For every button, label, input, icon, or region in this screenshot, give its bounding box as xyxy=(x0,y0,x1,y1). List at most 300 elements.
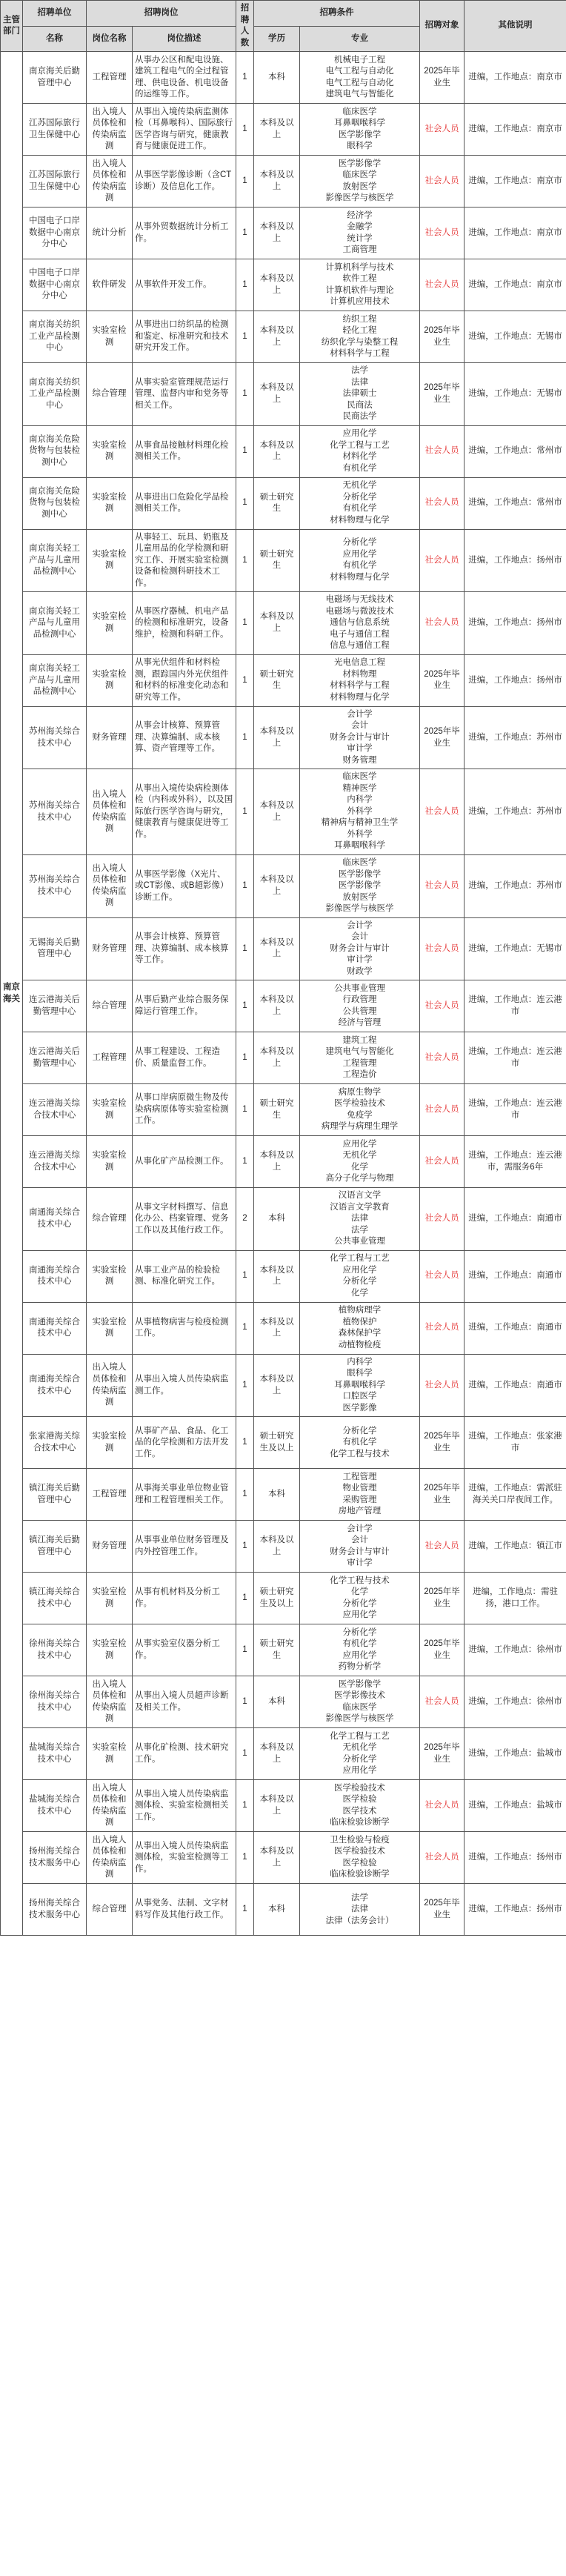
post-desc-cell: 从事进出口危险化学品检测相关工作。 xyxy=(133,477,236,529)
table-row xyxy=(1,1676,566,1728)
post-name-cell: 出入境人员体检和传染病监测 xyxy=(87,1780,133,1832)
post-desc-cell: 从事出入境人员传染病监测体检，实验室检测等工作。 xyxy=(133,1832,236,1884)
unit-name-cell: 无锡海关后勤管理中心 xyxy=(23,917,87,980)
note-cell: 进编，工作地点：苏州市 xyxy=(465,769,566,855)
unit-name-cell: 江苏国际旅行卫生保健中心 xyxy=(23,104,87,156)
target-cell: 2025年毕业生 xyxy=(420,1573,465,1624)
header-count: 招聘人数 xyxy=(236,1,254,52)
target-cell: 2025年毕业生 xyxy=(420,706,465,769)
table-row xyxy=(1,654,566,706)
note-cell: 进编，工作地点：扬州市 xyxy=(465,1832,566,1884)
target-cell: 社会人员 xyxy=(420,917,465,980)
major-cell: 计算机科学与技术 软件工程 计算机软件与理论 计算机应用技术 xyxy=(300,259,420,311)
post-desc-cell: 从事实验室仪器分析工作。 xyxy=(133,1624,236,1676)
unit-name-cell: 苏州海关综合技术中心 xyxy=(23,706,87,769)
education-cell: 硕士研究生 xyxy=(254,654,300,706)
table-row xyxy=(1,1469,566,1521)
post-name-cell: 统计分析 xyxy=(87,208,133,259)
post-desc-cell: 从事出入境人员传染病监测工作。 xyxy=(133,1354,236,1417)
post-desc-cell: 从事光伏组件和材料检测，跟踪国内外光伏组件和材料的标准变化动态和研究等工作。 xyxy=(133,654,236,706)
note-cell: 进编，工作地点：无锡市 xyxy=(465,917,566,980)
unit-name-cell: 徐州海关综合技术中心 xyxy=(23,1624,87,1676)
post-name-cell: 实验室检测 xyxy=(87,654,133,706)
target-cell: 社会人员 xyxy=(420,1521,465,1573)
post-name-cell: 财务管理 xyxy=(87,706,133,769)
unit-name-cell: 连云港海关后勤管理中心 xyxy=(23,1032,87,1084)
note-cell: 进编，工作地点：连云港市 xyxy=(465,980,566,1032)
table-row xyxy=(1,592,566,655)
count-cell: 1 xyxy=(236,311,254,363)
table-row xyxy=(1,706,566,769)
major-cell: 植物病理学 植物保护 森林保护学 动植物检疫 xyxy=(300,1302,420,1354)
note-cell: 进编，工作地点：苏州市 xyxy=(465,854,566,917)
major-cell: 应用化学 无机化学 化学 高分子化学与物理 xyxy=(300,1136,420,1188)
table-row xyxy=(1,425,566,477)
count-cell: 1 xyxy=(236,1354,254,1417)
unit-name-cell: 南通海关综合技术中心 xyxy=(23,1188,87,1251)
unit-name-cell: 南通海关综合技术中心 xyxy=(23,1302,87,1354)
unit-name-cell: 南京海关轻工产品与儿童用品检测中心 xyxy=(23,592,87,655)
count-cell: 1 xyxy=(236,706,254,769)
note-cell: 进编，工作地点：连云港市 xyxy=(465,1032,566,1084)
header-target: 招聘对象 xyxy=(420,1,465,52)
note-cell: 进编，工作地点：盐城市 xyxy=(465,1728,566,1780)
count-cell: 1 xyxy=(236,1417,254,1469)
table-row xyxy=(1,477,566,529)
target-cell: 社会人员 xyxy=(420,1354,465,1417)
education-cell: 本科及以上 xyxy=(254,769,300,855)
note-cell: 进编，工作地点：常州市 xyxy=(465,477,566,529)
education-cell: 本科及以上 xyxy=(254,1136,300,1188)
major-cell: 应用化学 化学工程与工艺 材料化学 有机化学 xyxy=(300,425,420,477)
unit-name-cell: 南京海关危险货物与包装检测中心 xyxy=(23,477,87,529)
note-cell: 进编，工作地点：张家港市 xyxy=(465,1417,566,1469)
table-row xyxy=(1,208,566,259)
count-cell: 1 xyxy=(236,1624,254,1676)
count-cell: 1 xyxy=(236,52,254,104)
education-cell: 本科及以上 xyxy=(254,1832,300,1884)
education-cell: 硕士研究生 xyxy=(254,1084,300,1136)
post-desc-cell: 从事党务、法制、文字材料写作及其他行政工作。 xyxy=(133,1884,236,1936)
major-cell: 内科学 眼科学 耳鼻咽喉科学 口腔医学 医学影像 xyxy=(300,1354,420,1417)
note-cell: 进编，工作地点：南京市 xyxy=(465,52,566,104)
count-cell: 1 xyxy=(236,592,254,655)
unit-name-cell: 南京海关危险货物与包装检测中心 xyxy=(23,425,87,477)
education-cell: 本科及以上 xyxy=(254,854,300,917)
target-cell: 社会人员 xyxy=(420,104,465,156)
post-desc-cell: 从事软件开发工作。 xyxy=(133,259,236,311)
post-desc-cell: 从事外贸数据统计分析工作。 xyxy=(133,208,236,259)
post-desc-cell: 从事进出口纺织品的检测和鉴定、标准研究和技术研究开发工作。 xyxy=(133,311,236,363)
note-cell: 进编，工作地点：南京市 xyxy=(465,104,566,156)
education-cell: 硕士研究生及以上 xyxy=(254,1417,300,1469)
post-name-cell: 实验室检测 xyxy=(87,1136,133,1188)
major-cell: 临床医学 医学影像学 医学影像学 放射医学 影像医学与核医学 xyxy=(300,854,420,917)
count-cell: 1 xyxy=(236,156,254,208)
major-cell: 卫生检验与检疫 医学检验技术 医学检验 临床检验诊断学 xyxy=(300,1832,420,1884)
post-name-cell: 综合管理 xyxy=(87,1884,133,1936)
target-cell: 2025年毕业生 xyxy=(420,1624,465,1676)
education-cell: 本科及以上 xyxy=(254,1032,300,1084)
table-row xyxy=(1,1884,566,1936)
education-cell: 硕士研究生 xyxy=(254,1624,300,1676)
major-cell: 临床医学 耳鼻咽喉科学 医学影像学 眼科学 xyxy=(300,104,420,156)
major-cell: 医学影像学 医学影像技术 临床医学 影像医学与核医学 xyxy=(300,1676,420,1728)
post-name-cell: 实验室检测 xyxy=(87,529,133,592)
post-name-cell: 软件研发 xyxy=(87,259,133,311)
count-cell: 1 xyxy=(236,1573,254,1624)
education-cell: 本科及以上 xyxy=(254,1250,300,1302)
table-row xyxy=(1,1521,566,1573)
education-cell: 硕士研究生 xyxy=(254,529,300,592)
major-cell: 建筑工程 建筑电气与智能化 工程管理 工程造价 xyxy=(300,1032,420,1084)
major-cell: 病原生物学 医学检验技术 免疫学 病理学与病理生理学 xyxy=(300,1084,420,1136)
target-cell: 2025年毕业生 xyxy=(420,654,465,706)
target-cell: 社会人员 xyxy=(420,1084,465,1136)
education-cell: 本科 xyxy=(254,1469,300,1521)
post-desc-cell: 从事矿产品、食品、化工品的化学检测和方法开发工作。 xyxy=(133,1417,236,1469)
education-cell: 本科及以上 xyxy=(254,1780,300,1832)
post-desc-cell: 从事会计核算、预算管理、决算编制、成本核算、资产管理等工作。 xyxy=(133,706,236,769)
post-desc-cell: 从事工业产品的检验检测、标准化研究工作。 xyxy=(133,1250,236,1302)
major-cell: 分析化学 有机化学 应用化学 药物分析学 xyxy=(300,1624,420,1676)
education-cell: 本科及以上 xyxy=(254,592,300,655)
count-cell: 1 xyxy=(236,1780,254,1832)
header-post-desc: 岗位描述 xyxy=(133,26,236,52)
education-cell: 本科及以上 xyxy=(254,104,300,156)
post-desc-cell: 从事会计核算、预算管理、决算编制、成本核算等工作。 xyxy=(133,917,236,980)
unit-name-cell: 镇江海关综合技术中心 xyxy=(23,1573,87,1624)
note-cell: 进编，工作地点：南京市 xyxy=(465,156,566,208)
education-cell: 本科及以上 xyxy=(254,1302,300,1354)
major-cell: 光电信息工程 材料物理 材料科学与工程 材料物理与化学 xyxy=(300,654,420,706)
post-name-cell: 财务管理 xyxy=(87,917,133,980)
post-name-cell: 综合管理 xyxy=(87,363,133,426)
note-cell: 进编，工作地点：扬州市 xyxy=(465,529,566,592)
header-unit-group: 招聘单位 xyxy=(23,1,87,27)
post-desc-cell: 从事事业单位财务管理及内外控管理工作。 xyxy=(133,1521,236,1573)
note-cell: 进编，工作地点：南通市 xyxy=(465,1250,566,1302)
major-cell: 化学工程与技术 化学 分析化学 应用化学 xyxy=(300,1573,420,1624)
post-name-cell: 综合管理 xyxy=(87,1188,133,1251)
target-cell: 社会人员 xyxy=(420,980,465,1032)
header-notes: 其他说明 xyxy=(465,1,566,52)
note-cell: 进编，工作地点：常州市 xyxy=(465,425,566,477)
major-cell: 会计学 会计 财务会计与审计 审计学 xyxy=(300,1521,420,1573)
target-cell: 社会人员 xyxy=(420,259,465,311)
target-cell: 社会人员 xyxy=(420,208,465,259)
post-desc-cell: 从事医学影像诊断（含CT诊断）及信息化工作。 xyxy=(133,156,236,208)
target-cell: 2025年毕业生 xyxy=(420,311,465,363)
table-row xyxy=(1,980,566,1032)
table-row xyxy=(1,259,566,311)
unit-name-cell: 南京海关轻工产品与儿童用品检测中心 xyxy=(23,529,87,592)
note-cell: 进编，工作地点：扬州市 xyxy=(465,654,566,706)
post-desc-cell: 从事工程建设、工程造价、质量监督工作。 xyxy=(133,1032,236,1084)
table-row xyxy=(1,854,566,917)
note-cell: 进编，工作地点：南通市 xyxy=(465,1354,566,1417)
count-cell: 1 xyxy=(236,1032,254,1084)
unit-name-cell: 扬州海关综合技术服务中心 xyxy=(23,1832,87,1884)
education-cell: 本科及以上 xyxy=(254,1728,300,1780)
count-cell: 1 xyxy=(236,425,254,477)
count-cell: 1 xyxy=(236,1832,254,1884)
target-cell: 社会人员 xyxy=(420,854,465,917)
post-name-cell: 实验室检测 xyxy=(87,1573,133,1624)
post-desc-cell: 从事医疗器械、机电产品的检测和标准研究，设备维护，检测和科研工作。 xyxy=(133,592,236,655)
post-name-cell: 出入境人员体检和传染病监测 xyxy=(87,769,133,855)
target-cell: 2025年毕业生 xyxy=(420,1469,465,1521)
post-desc-cell: 从事植物病害与检疫检测工作。 xyxy=(133,1302,236,1354)
table-row xyxy=(1,1084,566,1136)
target-cell: 社会人员 xyxy=(420,425,465,477)
post-name-cell: 出入境人员体检和传染病监测 xyxy=(87,1354,133,1417)
unit-name-cell: 南京海关后勤管理中心 xyxy=(23,52,87,104)
target-cell: 2025年毕业生 xyxy=(420,52,465,104)
post-desc-cell: 从事海关事业单位物业管理和工程管理相关工作。 xyxy=(133,1469,236,1521)
unit-name-cell: 盐城海关综合技术中心 xyxy=(23,1728,87,1780)
unit-name-cell: 连云港海关综合技术中心 xyxy=(23,1084,87,1136)
target-cell: 社会人员 xyxy=(420,156,465,208)
post-name-cell: 实验室检测 xyxy=(87,311,133,363)
note-cell: 进编，工作地点：无锡市 xyxy=(465,311,566,363)
education-cell: 本科 xyxy=(254,1884,300,1936)
unit-name-cell: 南京海关轻工产品与儿童用品检测中心 xyxy=(23,654,87,706)
note-cell: 进编，工作地点：盐城市 xyxy=(465,1780,566,1832)
post-desc-cell: 从事化矿产品检测工作。 xyxy=(133,1136,236,1188)
table-row xyxy=(1,1624,566,1676)
table-row xyxy=(1,1250,566,1302)
table-row xyxy=(1,1032,566,1084)
note-cell: 进编，工作地点：南京市 xyxy=(465,208,566,259)
unit-name-cell: 中国电子口岸数据中心南京分中心 xyxy=(23,208,87,259)
post-name-cell: 实验室检测 xyxy=(87,1084,133,1136)
header-education: 学历 xyxy=(254,26,300,52)
table-row xyxy=(1,104,566,156)
count-cell: 1 xyxy=(236,1884,254,1936)
post-name-cell: 出入境人员体检和传染病监测 xyxy=(87,104,133,156)
table-row xyxy=(1,1728,566,1780)
header-major: 专业 xyxy=(300,26,420,52)
target-cell: 2025年毕业生 xyxy=(420,1728,465,1780)
count-cell: 1 xyxy=(236,917,254,980)
unit-name-cell: 江苏国际旅行卫生保健中心 xyxy=(23,156,87,208)
target-cell: 2025年毕业生 xyxy=(420,1884,465,1936)
post-desc-cell: 从事口岸病原微生物及传染病病原体等实验室检测工作。 xyxy=(133,1084,236,1136)
education-cell: 本科及以上 xyxy=(254,1521,300,1573)
major-cell: 法学 法律 法律硕士 民商法 民商法学 xyxy=(300,363,420,426)
note-cell: 进编，工作地点：扬州市 xyxy=(465,592,566,655)
target-cell: 社会人员 xyxy=(420,1302,465,1354)
target-cell: 社会人员 xyxy=(420,1188,465,1251)
table-row xyxy=(1,529,566,592)
education-cell: 本科 xyxy=(254,1676,300,1728)
count-cell: 1 xyxy=(236,104,254,156)
note-cell: 进编，工作地点：南京市 xyxy=(465,259,566,311)
major-cell: 会计学 会计 财务会计与审计 审计学 财政学 xyxy=(300,917,420,980)
post-name-cell: 实验室检测 xyxy=(87,1624,133,1676)
post-desc-cell: 从事化矿检测、技术研究工作。 xyxy=(133,1728,236,1780)
education-cell: 硕士研究生及以上 xyxy=(254,1573,300,1624)
major-cell: 汉语言文学 汉语言文学教育 法律 法学 公共事业管理 xyxy=(300,1188,420,1251)
table-row xyxy=(1,311,566,363)
major-cell: 无机化学 分析化学 有机化学 材料物理与化学 xyxy=(300,477,420,529)
unit-name-cell: 徐州海关综合技术中心 xyxy=(23,1676,87,1728)
education-cell: 本科及以上 xyxy=(254,1354,300,1417)
note-cell: 进编，工作地点：徐州市 xyxy=(465,1624,566,1676)
table-row xyxy=(1,1417,566,1469)
unit-name-cell: 镇江海关后勤管理中心 xyxy=(23,1521,87,1573)
note-cell: 进编，工作地点：需派驻海关关口岸夜间工作。 xyxy=(465,1469,566,1521)
education-cell: 本科及以上 xyxy=(254,917,300,980)
target-cell: 社会人员 xyxy=(420,1032,465,1084)
major-cell: 公共事业管理 行政管理 公共管理 经济与管理 xyxy=(300,980,420,1032)
count-cell: 1 xyxy=(236,259,254,311)
post-desc-cell: 从事出入境人员超声诊断及相关工作。 xyxy=(133,1676,236,1728)
post-name-cell: 工程管理 xyxy=(87,52,133,104)
post-name-cell: 综合管理 xyxy=(87,980,133,1032)
unit-name-cell: 张家港海关综合技术中心 xyxy=(23,1417,87,1469)
table-row xyxy=(1,1302,566,1354)
header-post-name: 岗位名称 xyxy=(87,26,133,52)
table-row xyxy=(1,1136,566,1188)
count-cell: 1 xyxy=(236,980,254,1032)
post-name-cell: 工程管理 xyxy=(87,1032,133,1084)
header-dept: 主管部门 xyxy=(1,1,23,52)
table-row xyxy=(1,1573,566,1624)
post-desc-cell: 从事医学影像（X光片、或CT影像、或B超影像）诊断工作。 xyxy=(133,854,236,917)
post-name-cell: 实验室检测 xyxy=(87,1417,133,1469)
count-cell: 1 xyxy=(236,363,254,426)
unit-name-cell: 镇江海关后勤管理中心 xyxy=(23,1469,87,1521)
table-header xyxy=(1,1,566,52)
table-row xyxy=(1,156,566,208)
post-desc-cell: 从事食品接触材料理化检测相关工作。 xyxy=(133,425,236,477)
post-name-cell: 实验室检测 xyxy=(87,1302,133,1354)
unit-name-cell: 南京海关纺织工业产品检测中心 xyxy=(23,311,87,363)
education-cell: 本科及以上 xyxy=(254,208,300,259)
post-desc-cell: 从事后勤产业综合服务保障运行管理工作。 xyxy=(133,980,236,1032)
post-name-cell: 实验室检测 xyxy=(87,1728,133,1780)
major-cell: 电磁场与无线技术 电磁场与微波技术 通信与信息系统 电子与通信工程 信息与通信工程 xyxy=(300,592,420,655)
note-cell: 进编，工作地点：徐州市 xyxy=(465,1676,566,1728)
count-cell: 1 xyxy=(236,1469,254,1521)
education-cell: 本科及以上 xyxy=(254,311,300,363)
target-cell: 社会人员 xyxy=(420,1832,465,1884)
education-cell: 本科及以上 xyxy=(254,259,300,311)
major-cell: 纺织工程 轻化工程 纺织化学与染整工程 材料科学与工程 xyxy=(300,311,420,363)
post-desc-cell: 从事轻工、玩具、奶瓶及儿童用品的化学检测和研究工作、开展实验室检测设备和检测科研技术工作。 xyxy=(133,529,236,592)
post-name-cell: 出入境人员体检和传染病监测 xyxy=(87,854,133,917)
target-cell: 社会人员 xyxy=(420,1676,465,1728)
post-desc-cell: 从事文字材料撰写、信息化办公、档案管理、党务工作以及其他行政工作。 xyxy=(133,1188,236,1251)
count-cell: 1 xyxy=(236,1136,254,1188)
major-cell: 医学检验技术 医学检验 医学技术 临床检验诊断学 xyxy=(300,1780,420,1832)
major-cell: 经济学 金融学 统计学 工商管理 xyxy=(300,208,420,259)
table-row xyxy=(1,917,566,980)
table-row xyxy=(1,1780,566,1832)
table-row xyxy=(1,769,566,855)
unit-name-cell: 南通海关综合技术中心 xyxy=(23,1354,87,1417)
major-cell: 化学工程与工艺 无机化学 分析化学 应用化学 xyxy=(300,1728,420,1780)
note-cell: 进编，工作地点：镇江市 xyxy=(465,1521,566,1573)
major-cell: 机械电子工程 电气工程与自动化 电气工程与自动化 建筑电气与智能化 xyxy=(300,52,420,104)
education-cell: 本科及以上 xyxy=(254,363,300,426)
count-cell: 2 xyxy=(236,1188,254,1251)
education-cell: 硕士研究生 xyxy=(254,477,300,529)
count-cell: 1 xyxy=(236,1250,254,1302)
note-cell: 进编，工作地点：南通市 xyxy=(465,1302,566,1354)
target-cell: 社会人员 xyxy=(420,1136,465,1188)
education-cell: 本科及以上 xyxy=(254,156,300,208)
table-row xyxy=(1,1354,566,1417)
count-cell: 1 xyxy=(236,477,254,529)
target-cell: 社会人员 xyxy=(420,1780,465,1832)
post-name-cell: 实验室检测 xyxy=(87,477,133,529)
post-desc-cell: 从事有机材料及分析工作。 xyxy=(133,1573,236,1624)
education-cell: 本科及以上 xyxy=(254,706,300,769)
count-cell: 1 xyxy=(236,654,254,706)
target-cell: 社会人员 xyxy=(420,1250,465,1302)
table-row xyxy=(1,52,566,104)
note-cell: 进编，工作地点：苏州市 xyxy=(465,706,566,769)
count-cell: 1 xyxy=(236,854,254,917)
department-cell: 南京海关 xyxy=(1,52,23,1936)
table-row xyxy=(1,363,566,426)
post-name-cell: 出入境人员体检和传染病监测 xyxy=(87,1676,133,1728)
target-cell: 社会人员 xyxy=(420,769,465,855)
table-row xyxy=(1,1188,566,1251)
unit-name-cell: 苏州海关综合技术中心 xyxy=(23,854,87,917)
post-desc-cell: 从事出入境传染病监测体检（耳鼻喉科）、国际旅行医学咨询与研究，健康教育与健康促进工作。 xyxy=(133,104,236,156)
major-cell: 分析化学 有机化学 化学工程与技术 xyxy=(300,1417,420,1469)
unit-name-cell: 苏州海关综合技术中心 xyxy=(23,769,87,855)
header-unit-name: 名称 xyxy=(23,26,87,52)
major-cell: 分析化学 应用化学 有机化学 材料物理与化学 xyxy=(300,529,420,592)
target-cell: 2025年毕业生 xyxy=(420,1417,465,1469)
major-cell: 临床医学 精神医学 内科学 外科学 精神病与精神卫生学 外科学 耳鼻咽喉科学 xyxy=(300,769,420,855)
table-row xyxy=(1,1832,566,1884)
major-cell: 工程管理 物业管理 采购管理 房地产管理 xyxy=(300,1469,420,1521)
note-cell: 进编，工作地点：连云港市，需服务6年 xyxy=(465,1136,566,1188)
target-cell: 社会人员 xyxy=(420,592,465,655)
education-cell: 本科及以上 xyxy=(254,980,300,1032)
education-cell: 本科 xyxy=(254,52,300,104)
post-desc-cell: 从事出入境人员传染病监测体检、实验室检测相关工作。 xyxy=(133,1780,236,1832)
unit-name-cell: 盐城海关综合技术中心 xyxy=(23,1780,87,1832)
unit-name-cell: 连云港海关综合技术中心 xyxy=(23,1136,87,1188)
post-desc-cell: 从事出入境传染病检测体检（内科或外科），以及国际旅行医学咨询与研究，健康教育与健康促进等工作。 xyxy=(133,769,236,855)
note-cell: 进编，工作地点：南通市 xyxy=(465,1188,566,1251)
note-cell: 进编，工作地点：连云港市 xyxy=(465,1084,566,1136)
unit-name-cell: 扬州海关综合技术服务中心 xyxy=(23,1884,87,1936)
note-cell: 进编，工作地点：无锡市 xyxy=(465,363,566,426)
education-cell: 本科 xyxy=(254,1188,300,1251)
unit-name-cell: 南京海关纺织工业产品检测中心 xyxy=(23,363,87,426)
post-desc-cell: 从事办公区和配电设施、建筑工程电气的全过程管理、供电设备、机电设备的运维等工作。 xyxy=(133,52,236,104)
count-cell: 1 xyxy=(236,529,254,592)
target-cell: 社会人员 xyxy=(420,529,465,592)
post-name-cell: 实验室检测 xyxy=(87,1250,133,1302)
count-cell: 1 xyxy=(236,1676,254,1728)
major-cell: 法学 法律 法律（法务会计） xyxy=(300,1884,420,1936)
post-name-cell: 财务管理 xyxy=(87,1521,133,1573)
unit-name-cell: 连云港海关后勤管理中心 xyxy=(23,980,87,1032)
count-cell: 1 xyxy=(236,1302,254,1354)
header-conditions: 招聘条件 xyxy=(254,1,420,27)
unit-name-cell: 南通海关综合技术中心 xyxy=(23,1250,87,1302)
target-cell: 社会人员 xyxy=(420,477,465,529)
